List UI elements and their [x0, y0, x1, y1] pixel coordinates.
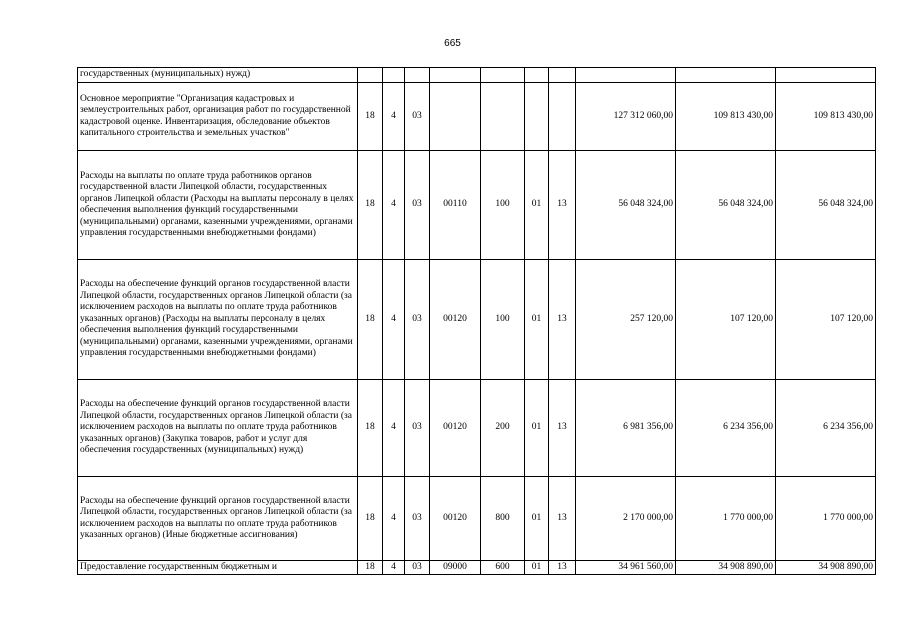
code-4: 09000 — [430, 561, 481, 575]
code-7: 13 — [549, 380, 576, 477]
code-2: 4 — [383, 380, 405, 477]
amount-1: 257 120,00 — [576, 260, 676, 380]
table-row — [78, 561, 876, 575]
row-description: Предоставление государственным бюджетным и — [78, 561, 358, 575]
amount-1: 34 961 560,00 — [576, 561, 676, 575]
code-5 — [481, 83, 525, 151]
amount-2: 34 908 890,00 — [676, 561, 776, 575]
code-4 — [430, 68, 481, 83]
code-5: 100 — [481, 151, 525, 260]
table-row — [78, 260, 876, 380]
code-5: 600 — [481, 561, 525, 575]
code-1: 18 — [358, 380, 383, 477]
code-7 — [549, 83, 576, 151]
code-6: 01 — [525, 260, 549, 380]
code-2: 4 — [383, 151, 405, 260]
code-3: 03 — [405, 260, 430, 380]
row-description: Основное мероприятие "Организация кадастровых и землеустроительных работ, организация работ по государственной кадастровой оценке. Инвентаризация, обследование объектов капитального строительства и земельных участков" — [78, 83, 358, 151]
amount-1: 127 312 060,00 — [576, 83, 676, 151]
table-row — [78, 68, 876, 83]
code-3: 03 — [405, 380, 430, 477]
code-1: 18 — [358, 561, 383, 575]
code-5 — [481, 68, 525, 83]
code-4: 00120 — [430, 477, 481, 561]
code-6: 01 — [525, 477, 549, 561]
code-3: 03 — [405, 151, 430, 260]
code-1: 18 — [358, 151, 383, 260]
code-5: 800 — [481, 477, 525, 561]
amount-2: 56 048 324,00 — [676, 151, 776, 260]
code-7: 13 — [549, 260, 576, 380]
code-4: 00120 — [430, 260, 481, 380]
amount-2: 109 813 430,00 — [676, 83, 776, 151]
amount-3: 34 908 890,00 — [776, 561, 876, 575]
code-3 — [405, 68, 430, 83]
amount-1: 2 170 000,00 — [576, 477, 676, 561]
code-5: 100 — [481, 260, 525, 380]
code-1: 18 — [358, 260, 383, 380]
code-7 — [549, 68, 576, 83]
amount-2 — [676, 68, 776, 83]
code-7: 13 — [549, 151, 576, 260]
table-row — [78, 477, 876, 561]
amount-1: 56 048 324,00 — [576, 151, 676, 260]
code-1 — [358, 68, 383, 83]
code-7: 13 — [549, 561, 576, 575]
amount-3: 109 813 430,00 — [776, 83, 876, 151]
code-6: 01 — [525, 561, 549, 575]
amount-3: 6 234 356,00 — [776, 380, 876, 477]
amount-2: 6 234 356,00 — [676, 380, 776, 477]
code-3: 03 — [405, 83, 430, 151]
table-row — [78, 151, 876, 260]
code-1: 18 — [358, 83, 383, 151]
row-description: Расходы на обеспечение функций органов государственной власти Липецкой области, государственных органов Липецкой области (за исключением расходов на выплаты по оплате труда работников указанных органов) (Расходы на выплаты персоналу в целях обеспечения выполнения функций государственными (муниципальными) органами, казенными учреждениями, органами управления государственными внебюджетными фондами) — [78, 260, 358, 380]
code-4 — [430, 83, 481, 151]
amount-3: 1 770 000,00 — [776, 477, 876, 561]
row-description: Расходы на выплаты по оплате труда работников органов государственной власти Липецкой области, государственных органов Липецкой области (Расходы на выплаты персоналу в целях обеспечения выполнения функций государственными (муниципальными) органами, казенными учреждениями, органами управления государственными внебюджетными фондами) — [78, 151, 358, 260]
code-4: 00120 — [430, 380, 481, 477]
table-body — [78, 68, 876, 575]
code-3: 03 — [405, 561, 430, 575]
code-2 — [383, 68, 405, 83]
amount-3: 107 120,00 — [776, 260, 876, 380]
code-6: 01 — [525, 380, 549, 477]
row-description: Расходы на обеспечение функций органов государственной власти Липецкой области, государственных органов Липецкой области (за исключением расходов на выплаты по оплате труда работников указанных органов) (Закупка товаров, работ и услуг для обеспечения государственных (муниципальных) нужд) — [78, 380, 358, 477]
amount-1: 6 981 356,00 — [576, 380, 676, 477]
code-4: 00110 — [430, 151, 481, 260]
code-2: 4 — [383, 477, 405, 561]
code-6 — [525, 68, 549, 83]
code-2: 4 — [383, 83, 405, 151]
amount-3 — [776, 68, 876, 83]
code-1: 18 — [358, 477, 383, 561]
row-description: государственных (муниципальных) нужд) — [78, 68, 358, 83]
table-row — [78, 83, 876, 151]
amount-2: 1 770 000,00 — [676, 477, 776, 561]
row-description: Расходы на обеспечение функций органов государственной власти Липецкой области, государственных органов Липецкой области (за исключением расходов на выплаты по оплате труда работников указанных органов) (Иные бюджетные ассигнования) — [78, 477, 358, 561]
budget-table — [77, 67, 876, 575]
amount-2: 107 120,00 — [676, 260, 776, 380]
code-6 — [525, 83, 549, 151]
amount-1 — [576, 68, 676, 83]
code-7: 13 — [549, 477, 576, 561]
code-2: 4 — [383, 561, 405, 575]
amount-3: 56 048 324,00 — [776, 151, 876, 260]
code-6: 01 — [525, 151, 549, 260]
code-5: 200 — [481, 380, 525, 477]
table-row — [78, 380, 876, 477]
page-number: 665 — [444, 38, 461, 49]
code-3: 03 — [405, 477, 430, 561]
code-2: 4 — [383, 260, 405, 380]
